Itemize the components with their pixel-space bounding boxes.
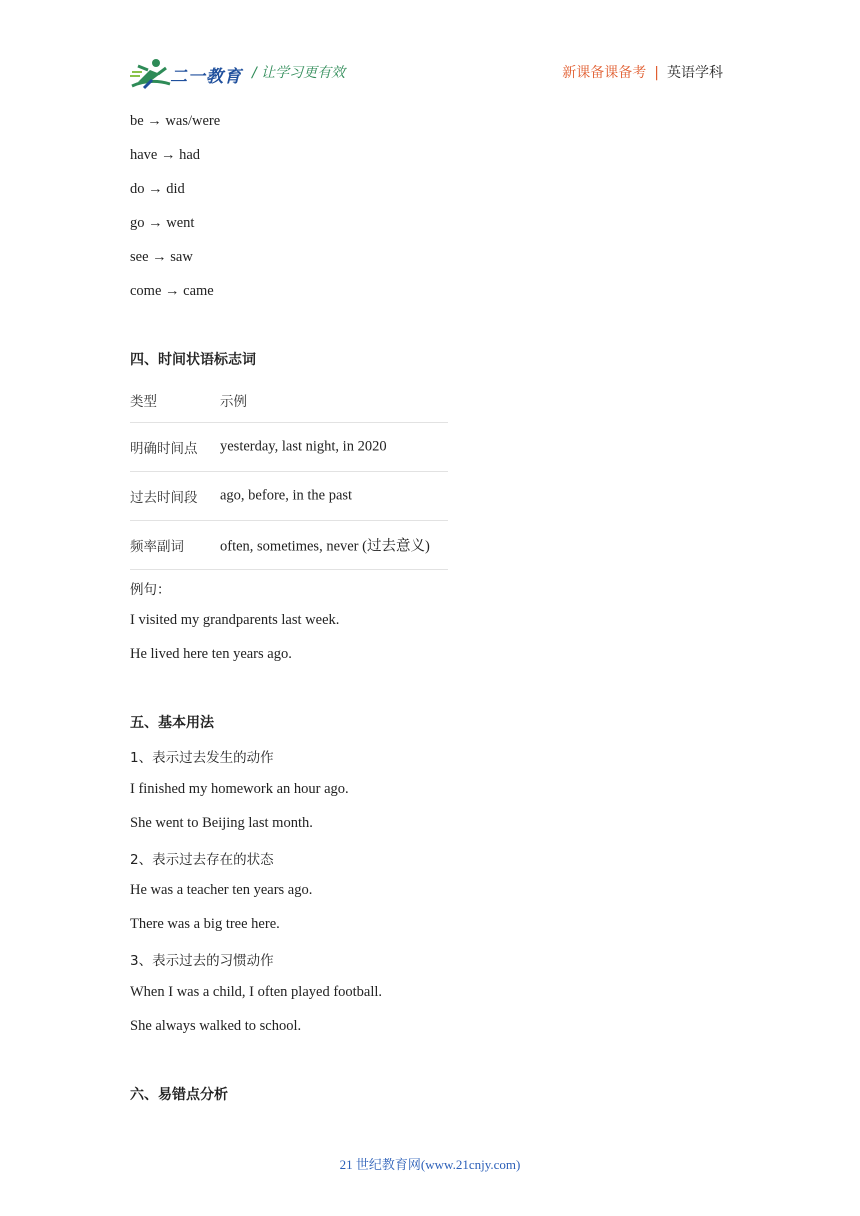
verb-item: do → did: [130, 181, 185, 197]
section-heading: 六、易错点分析: [130, 1087, 228, 1103]
verb-item: be → was/were: [130, 113, 221, 129]
header-subject: [562, 62, 723, 82]
section-heading: 五、基本用法: [130, 715, 214, 731]
table-cell-type: 明确时间点: [130, 441, 198, 457]
header-separator: |: [654, 65, 659, 81]
header-subject-label: 英语学科: [667, 65, 723, 81]
table-cell-type: 频率副词: [130, 539, 184, 555]
verb-item: go → went: [130, 215, 195, 231]
header-course-label: 新课备课备考: [562, 65, 647, 81]
time-marker-table: [130, 378, 448, 570]
table-header-cell: 类型: [130, 394, 157, 410]
table-cell-type: 过去时间段: [130, 490, 198, 506]
page-header: [0, 0, 860, 100]
footer-text[interactable]: 21 世纪教育网(www.21cnjy.com): [339, 1157, 521, 1172]
usage-item: 2、表示过去存在的状态: [130, 852, 274, 868]
example-sentence: He was a teacher ten years ago.: [130, 882, 313, 898]
section-heading: 四、时间状语标志词: [130, 352, 256, 368]
table-header-cell: 示例: [220, 394, 247, 410]
verb-item: come → came: [130, 283, 214, 299]
example-sentence: He lived here ten years ago.: [130, 646, 292, 662]
example-label: 例句：: [130, 582, 171, 598]
verb-item: see → saw: [130, 249, 193, 265]
table-row: [130, 521, 448, 570]
usage-item: 1、表示过去发生的动作: [130, 750, 274, 766]
table-header-row: [130, 378, 448, 423]
table-cell-example: ago, before, in the past: [220, 487, 353, 504]
example-sentence: She went to Beijing last month.: [130, 815, 313, 831]
usage-item: 3、表示过去的习惯动作: [130, 953, 274, 969]
table-cell-example: often, sometimes, never (过去意义): [220, 538, 430, 555]
example-sentence: I visited my grandparents last week.: [130, 612, 340, 628]
table-cell-example: yesterday, last night, in 2020: [220, 438, 387, 455]
example-sentence: I finished my homework an hour ago.: [130, 781, 349, 797]
slogan: / 让学习更有效: [252, 65, 346, 81]
logo-text: 二一教育: [170, 67, 242, 87]
table-row: [130, 472, 448, 521]
table-row: [130, 423, 448, 472]
example-sentence: When I was a child, I often played football.: [130, 984, 383, 1000]
verb-item: have → had: [130, 147, 201, 163]
example-sentence: There was a big tree here.: [130, 916, 280, 932]
brand-logo: [130, 56, 242, 90]
example-sentence: She always walked to school.: [130, 1018, 302, 1034]
